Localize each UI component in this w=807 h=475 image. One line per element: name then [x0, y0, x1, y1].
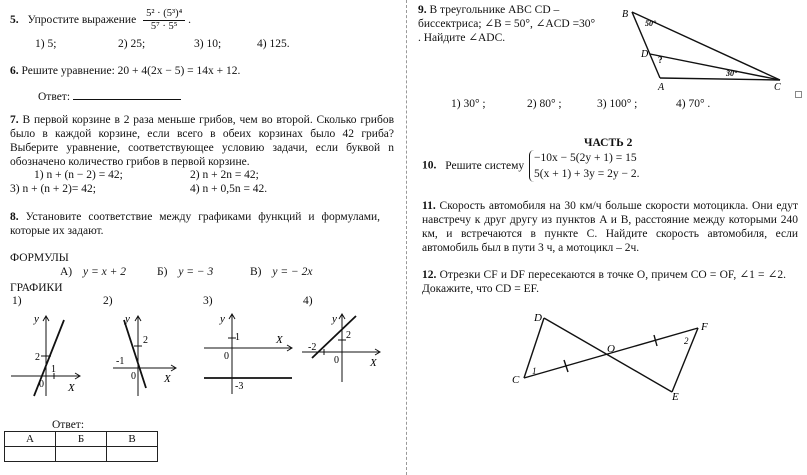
answer-table-row: [5, 447, 158, 462]
bisector-cd: [650, 54, 780, 80]
answer-cell-b[interactable]: [56, 447, 107, 462]
graph-4-y-label: y: [332, 313, 337, 325]
q10-number: 10.: [422, 159, 437, 172]
graph-4: [300, 310, 384, 386]
q5-text: Упростите выражение: [27, 14, 137, 27]
q8-number: 8.: [10, 211, 19, 223]
answer-table: [4, 431, 158, 462]
q9-block: [418, 3, 596, 45]
q12-angle-1: 1: [532, 366, 537, 376]
q6-answer-label: Ответ:: [38, 91, 71, 103]
q9-vertex-c: C: [774, 82, 781, 92]
q5-option-1: 1) 5;: [35, 38, 57, 50]
q5-end: .: [188, 14, 192, 27]
q11-text: Скорость автомобиля на 30 км/ч больше скорости мотоцикла. Они едут навстречу к друг другу из пунктов A и B, расстояние между которыми 240 км, и встречаются в пункте C. Найдите скорость автомобиля, если автомобиль был в пути 3 ч, а мотоцикл – 2ч.: [422, 200, 799, 254]
q7-text: В первой корзине в 2 раза меньше грибов, чем во второй. Сколько грибов было в каждой корзине, если всего в обеих корзинах было 42 гриба? Выберите уравнение, соответствующее условию задачи, если буквой n обозначено количество грибов в первой корзине.: [10, 114, 394, 168]
segment-de: [544, 318, 672, 392]
q5-line: [10, 8, 191, 33]
formula-c-text: y = − 2x: [272, 266, 313, 278]
graphs-label: ГРАФИКИ: [10, 282, 63, 294]
graph-4-origin: 0: [334, 355, 339, 366]
q9-triangle-figure: [614, 6, 790, 92]
q9-text: В треугольнике ABC CD – биссектриса; ∠B = 50°, ∠ACD =30° . Найдите ∠ADC.: [418, 4, 596, 44]
graph-3-x-label: X: [276, 334, 283, 346]
q5-fraction: [143, 8, 185, 33]
graph-1-origin: 0: [39, 379, 44, 390]
answer-header-c: В: [107, 432, 158, 447]
q7-block: [10, 113, 394, 169]
q10-equation-1: −10x − 5(2y + 1) = 15: [534, 152, 637, 164]
q11-block: [422, 199, 798, 255]
graph-3-tick-y: 1: [235, 332, 240, 343]
q10-system: [529, 150, 639, 182]
formula-c-letter: В): [250, 266, 262, 278]
q12-text: Отрезки CF и DF пересекаются в точке O, причем CO = OF, ∠1 = ∠2. Докажите, что CD = EF.: [422, 269, 786, 295]
formula-a-letter: А): [60, 266, 73, 278]
q7-option-4: 4) n + 0,5n = 42.: [190, 183, 268, 195]
q9-unknown-angle: ?: [658, 55, 663, 65]
graph-1-x-label: X: [68, 382, 75, 394]
q10-equation-2: 5(x + 1) + 3y = 2y − 2: [534, 168, 637, 180]
q9-option-2: 2) 80° ;: [527, 98, 562, 110]
formula-a: [60, 265, 126, 279]
answer-cell-c[interactable]: [107, 447, 158, 462]
q12-point-o: O: [607, 343, 615, 355]
q7-number: 7.: [10, 114, 19, 126]
graph-3: [200, 310, 298, 396]
q5-option-4: 4) 125.: [257, 38, 290, 50]
resize-handle-icon[interactable]: [795, 91, 802, 98]
answer-label: Ответ:: [52, 419, 85, 431]
graph-2-tick-x: -1: [116, 356, 125, 367]
formulas-label: ФОРМУЛЫ: [10, 252, 69, 264]
q12-point-d: D: [534, 312, 542, 324]
q8-text: Установите соответствие между графиками функций и формулами, которые их задают.: [10, 211, 381, 237]
graph-3-tick-x: -3: [235, 381, 244, 392]
formula-a-text: y = x + 2: [83, 266, 126, 278]
q8-block: [10, 210, 380, 238]
q11-number: 11.: [422, 200, 436, 212]
q9-angle-b: 50°: [645, 19, 657, 28]
q7-option-1: 1) n + (n − 2) = 42;: [34, 169, 123, 181]
q6-answer: [38, 88, 181, 104]
graph-1-tick-x: 1: [51, 364, 56, 375]
answer-table-header: [5, 432, 158, 447]
q5-denominator: 5⁷ · 5⁵: [150, 21, 178, 32]
graph-2-origin: 0: [131, 371, 136, 382]
q9-option-4: 4) 70° .: [676, 98, 711, 110]
graph-3-y-label: y: [220, 313, 225, 325]
q5-numerator: 5² · (5³)⁴: [143, 8, 185, 21]
q12-number: 12.: [422, 269, 437, 281]
formula-b-letter: Б): [157, 266, 168, 278]
q10-end: .: [636, 168, 640, 180]
q6-number: 6.: [10, 65, 19, 77]
q9-vertex-b: B: [622, 9, 629, 20]
q10-line: [422, 150, 640, 182]
formula-b-text: y = − 3: [178, 266, 214, 278]
q7-option-3: 3) n + (n + 2)= 42;: [10, 183, 96, 195]
q12-point-c: C: [512, 374, 520, 386]
graph-1: [8, 310, 88, 398]
graph-4-x-label: X: [370, 357, 377, 369]
graph-number-4: 4): [303, 295, 313, 307]
part2-heading: ЧАСТЬ 2: [584, 137, 633, 149]
graph-4-tick-x: -2: [308, 342, 317, 353]
answer-header-a: А: [5, 432, 56, 447]
graph-1-tick-y: 2: [35, 352, 40, 363]
q12-point-f: F: [701, 321, 708, 333]
formula-c: [250, 265, 312, 279]
answer-header-b: Б: [56, 432, 107, 447]
q6-line: [10, 64, 240, 78]
q5-option-2: 2) 25;: [118, 38, 146, 50]
q6-answer-blank[interactable]: [73, 88, 181, 100]
q9-angle-c: 30°: [726, 69, 738, 78]
side-ac: [660, 78, 780, 80]
q7-option-2: 2) n + 2n = 42;: [190, 169, 259, 181]
q12-point-e: E: [672, 391, 679, 402]
formula-b: [157, 265, 213, 279]
q5-option-3: 3) 10;: [194, 38, 222, 50]
answer-cell-a[interactable]: [5, 447, 56, 462]
q9-option-3: 3) 100° ;: [597, 98, 638, 110]
q12-figure: [506, 308, 720, 402]
graph-4-tick-y: 2: [346, 330, 351, 341]
graph-2-x-label: X: [164, 373, 171, 385]
graph-2-y-label: y: [125, 313, 130, 325]
q9-vertex-a: A: [658, 82, 665, 92]
q12-block: [422, 268, 786, 296]
q9-vertex-d: D: [641, 49, 649, 60]
column-divider: [406, 0, 407, 475]
q5-number: 5.: [10, 14, 19, 27]
q9-number: 9.: [418, 4, 427, 16]
graph-2-tick-y: 2: [143, 335, 148, 346]
q10-text: Решите систему: [445, 159, 525, 172]
graph-3-origin: 0: [224, 351, 229, 362]
graph-1-y-label: y: [34, 313, 39, 325]
q9-option-1: 1) 30° ;: [451, 98, 486, 110]
graph-number-2: 2): [103, 295, 113, 307]
graph-2: [110, 310, 188, 398]
q6-text: Решите уравнение: 20 + 4(2x − 5) = 14x + 12.: [21, 65, 241, 77]
q12-angle-2: 2: [684, 336, 689, 346]
graph-number-1: 1): [12, 295, 22, 307]
graph-number-3: 3): [203, 295, 213, 307]
